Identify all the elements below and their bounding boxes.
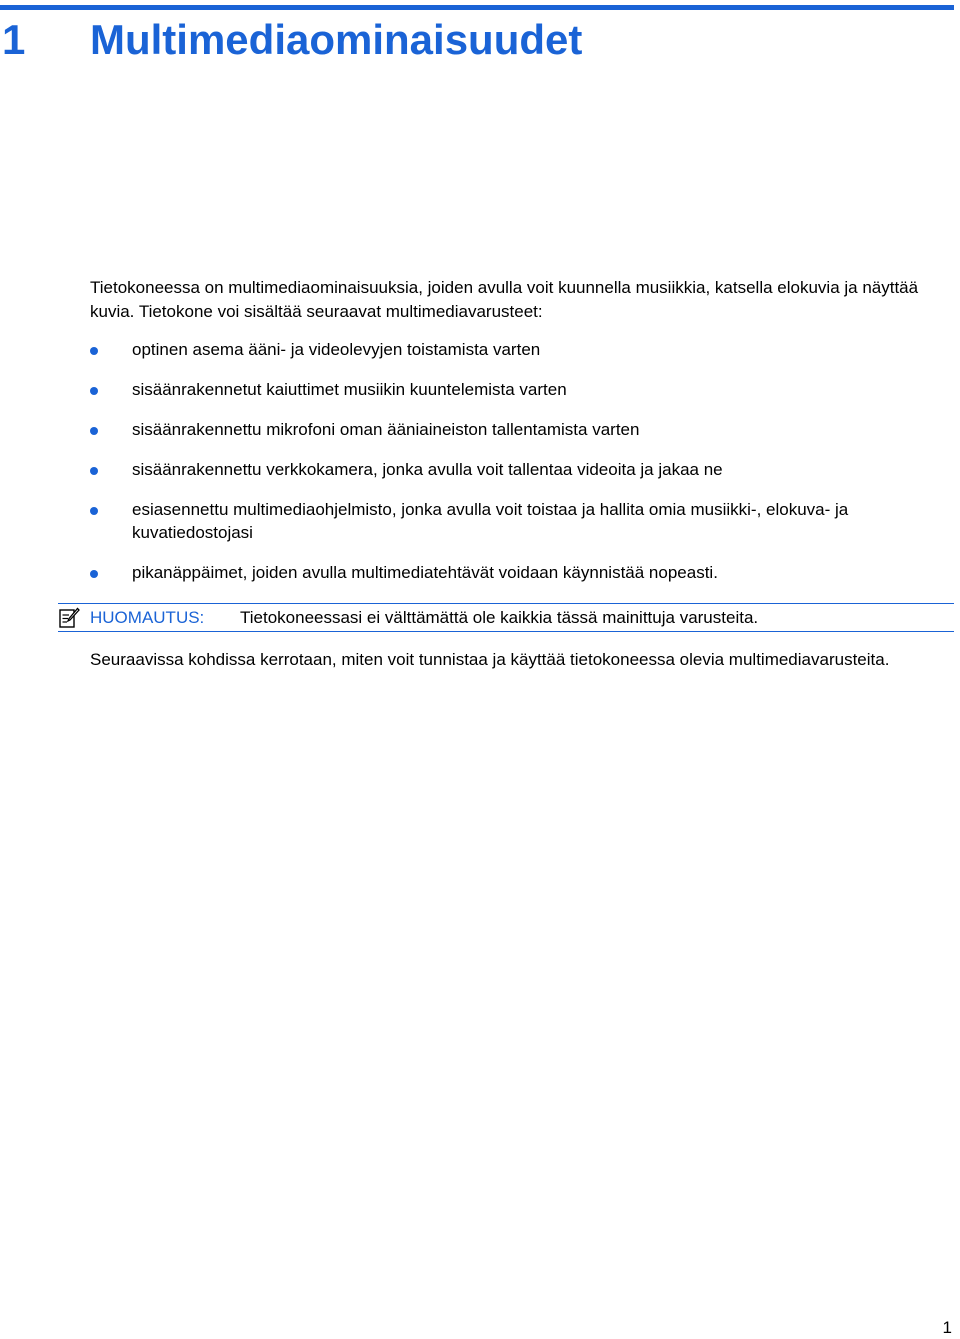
note-box <box>58 603 954 632</box>
note-label: HUOMAUTUS: <box>90 608 205 627</box>
list-item-text: sisäänrakennettu mikrofoni oman ääniaineiston tallentamista varten <box>132 420 640 439</box>
outro-paragraph: Seuraavissa kohdissa kerrotaan, miten voit tunnistaa ja käyttää tietokoneessa olevia multimediavarusteita. <box>90 650 890 669</box>
feature-list <box>90 339 956 602</box>
list-item-text: sisäänrakennetut kaiuttimet musiikin kuuntelemista varten <box>132 380 567 399</box>
bullet-icon <box>90 570 98 578</box>
list-item <box>90 419 956 442</box>
list-item-text: optinen asema ääni- ja videolevyjen toistamista varten <box>132 340 541 359</box>
bullet-icon <box>90 427 98 435</box>
chapter-title: Multimediaominaisuudet <box>90 16 583 63</box>
chapter-top-rule <box>0 5 954 10</box>
list-item <box>90 459 956 482</box>
note-text: Tietokoneessasi ei välttämättä ole kaikkia tässä mainittuja varusteita. <box>240 608 759 627</box>
page-number: 1 <box>942 1318 952 1337</box>
note-pencil-icon <box>58 607 80 629</box>
bullet-icon <box>90 347 98 355</box>
intro-paragraph: Tietokoneessa on multimediaominaisuuksia, joiden avulla voit kuunnella musiikkia, katsella elokuvia ja näyttää kuvia. Tietokone voi sisältää seuraavat multimediavarusteet: <box>90 278 919 321</box>
list-item <box>90 379 956 402</box>
list-item-text: pikanäppäimet, joiden avulla multimediatehtävät voidaan käynnistää nopeasti. <box>132 562 718 582</box>
list-item <box>90 562 956 585</box>
bullet-icon <box>90 387 98 395</box>
list-item <box>90 339 956 362</box>
chapter-number: 1 <box>2 16 26 63</box>
bullet-icon <box>90 467 98 475</box>
list-item <box>90 499 956 544</box>
list-item-text: sisäänrakennettu verkkokamera, jonka avulla voit tallentaa videoita ja jakaa ne <box>132 460 723 479</box>
bullet-icon <box>90 507 98 515</box>
chapter-heading <box>0 14 582 66</box>
list-item-text: esiasennettu multimediaohjelmisto, jonka avulla voit toistaa ja hallita omia musiikki-, elokuva- ja kuvatiedostojasi <box>132 500 849 542</box>
